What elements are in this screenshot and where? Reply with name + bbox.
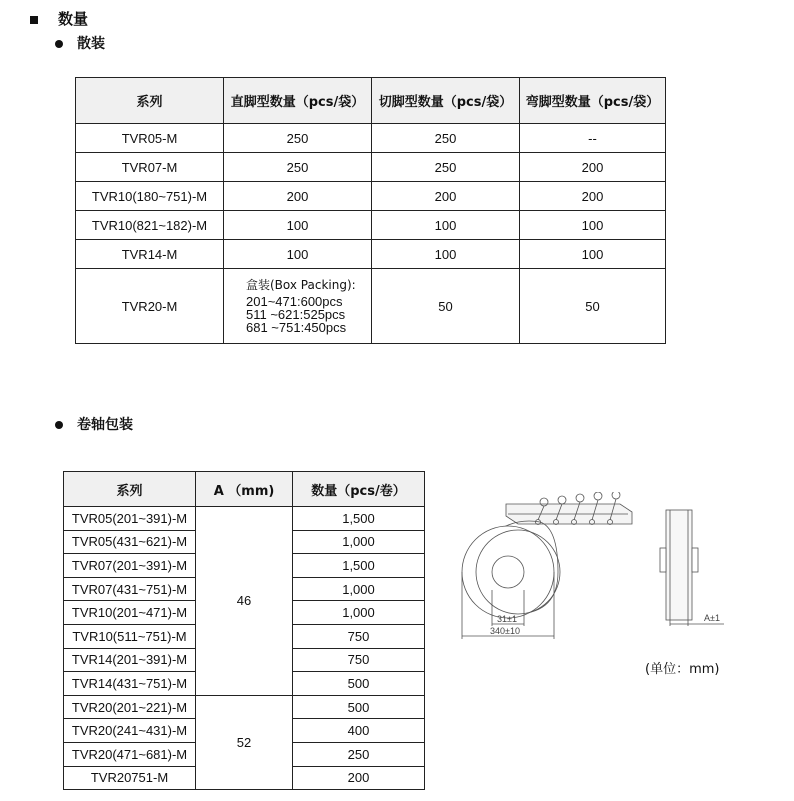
table-cell: TVR10(180~751)-M — [76, 182, 224, 211]
table-cell: 100 — [372, 211, 520, 240]
table-cell: 250 — [293, 742, 425, 766]
table-cell: TVR14(201~391)-M — [64, 648, 196, 672]
box-packing-line: 511 ~621:525pcs — [246, 306, 346, 322]
table-cell: TVR20(201~221)-M — [64, 695, 196, 719]
table-cell: 50 — [372, 269, 520, 344]
reel-title: 卷轴包装 — [77, 417, 133, 433]
table-cell: 100 — [372, 240, 520, 269]
bullet-icon — [55, 40, 63, 48]
table-cell: 100 — [224, 240, 372, 269]
section-heading — [30, 8, 88, 29]
table-cell: TVR07-M — [76, 153, 224, 182]
table-row — [76, 269, 666, 344]
table-cell: TVR05(431~621)-M — [64, 530, 196, 554]
table-row — [76, 211, 666, 240]
table-cell: 250 — [372, 153, 520, 182]
table-cell: TVR05-M — [76, 124, 224, 153]
table-cell: 250 — [372, 124, 520, 153]
table-cell: 200 — [224, 182, 372, 211]
table-cell: TVR20-M — [76, 269, 224, 344]
table-cell: TVR20(241~431)-M — [64, 719, 196, 743]
table-cell: 100 — [520, 211, 666, 240]
table-cell: TVR20(471~681)-M — [64, 742, 196, 766]
box-packing-cell — [224, 269, 372, 344]
table-row — [64, 507, 425, 531]
table-header: 切脚型数量（pcs/袋） — [372, 78, 520, 124]
bullet-icon — [55, 421, 63, 429]
table-cell: 1,000 — [293, 601, 425, 625]
table-cell: -- — [520, 124, 666, 153]
table-cell: 50 — [520, 269, 666, 344]
unit-label: (单位：mm) — [645, 662, 720, 677]
table-cell: TVR05(201~391)-M — [64, 507, 196, 531]
dim-outer-label: 340±10 — [490, 626, 520, 636]
table-header-row — [64, 472, 425, 507]
table-cell: 100 — [520, 240, 666, 269]
table-cell: TVR10(201~471)-M — [64, 601, 196, 625]
table-cell: 1,000 — [293, 530, 425, 554]
table-row — [64, 695, 425, 719]
table-cell: 100 — [224, 211, 372, 240]
table-cell: 200 — [372, 182, 520, 211]
reel-table — [63, 471, 425, 790]
box-packing-title: 盒装(Box Packing): — [246, 277, 356, 292]
dim-inner-label: 31±1 — [497, 614, 517, 624]
table-cell: TVR20751-M — [64, 766, 196, 790]
table-header-row — [76, 78, 666, 124]
table-row — [76, 153, 666, 182]
table-cell: 500 — [293, 672, 425, 696]
table-cell: TVR14(431~751)-M — [64, 672, 196, 696]
reel-side-view-diagram — [654, 508, 726, 628]
table-header: 系列 — [64, 472, 196, 507]
box-packing-line: 681 ~751:450pcs — [246, 319, 347, 335]
a-dimension-cell: 46 — [196, 507, 293, 696]
square-bullet-icon — [30, 16, 38, 24]
reel-heading — [55, 414, 133, 434]
table-cell: 750 — [293, 648, 425, 672]
table-cell: 200 — [520, 153, 666, 182]
table-cell: TVR10(511~751)-M — [64, 624, 196, 648]
dim-a-label: A±1 — [704, 613, 720, 623]
table-cell: 250 — [224, 124, 372, 153]
table-cell: 750 — [293, 624, 425, 648]
bulk-heading — [55, 33, 105, 53]
table-cell: 500 — [293, 695, 425, 719]
table-cell: TVR10(821~182)-M — [76, 211, 224, 240]
table-header: 系列 — [76, 78, 224, 124]
table-cell: TVR14-M — [76, 240, 224, 269]
bulk-title: 散装 — [77, 36, 105, 52]
table-cell: 200 — [520, 182, 666, 211]
table-row — [76, 182, 666, 211]
table-cell: TVR07(431~751)-M — [64, 577, 196, 601]
box-packing-line: 201~471:600pcs — [246, 293, 343, 309]
table-row — [76, 240, 666, 269]
table-header: 直脚型数量（pcs/袋） — [224, 78, 372, 124]
table-cell: 250 — [224, 153, 372, 182]
reel-front-view-diagram — [458, 492, 638, 644]
table-cell: 400 — [293, 719, 425, 743]
table-header: 弯脚型数量（pcs/袋） — [520, 78, 666, 124]
a-dimension-cell: 52 — [196, 695, 293, 789]
table-header: A （mm) — [196, 472, 293, 507]
section-title: 数量 — [58, 10, 89, 28]
table-cell: TVR07(201~391)-M — [64, 554, 196, 578]
table-cell: 1,500 — [293, 554, 425, 578]
table-cell: 1,500 — [293, 507, 425, 531]
table-row — [76, 124, 666, 153]
table-cell: 1,000 — [293, 577, 425, 601]
table-cell: 200 — [293, 766, 425, 790]
bulk-table — [75, 77, 666, 344]
table-header: 数量（pcs/卷） — [293, 472, 425, 507]
